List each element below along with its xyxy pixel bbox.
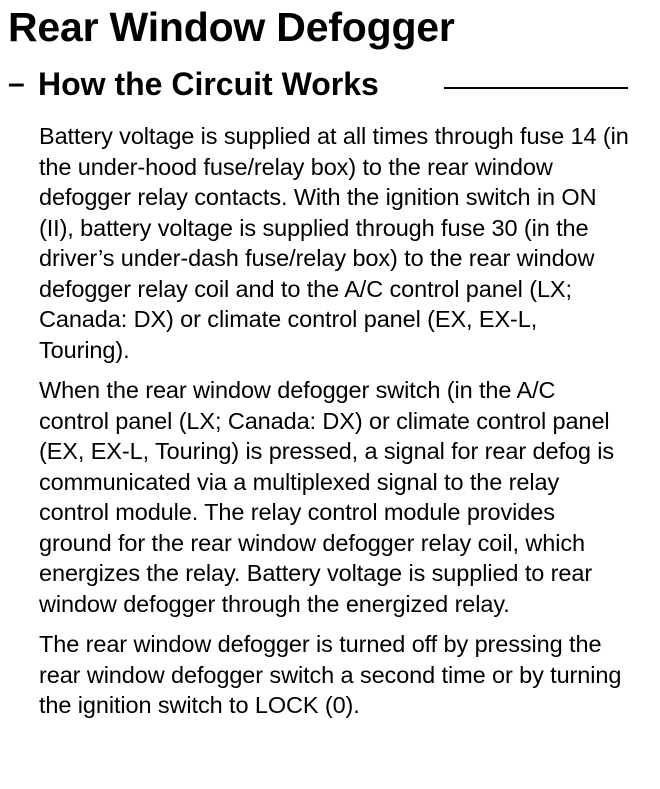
paragraph-2: When the rear window defogger switch (in the A/C control panel (LX; Canada: DX) or climate control panel (EX, EX-L, Touring) is pressed, a signal for rear defog is communicated via a multiplexed signal to the relay control module. The relay control module provides ground for the rear window defogger relay coil, which energizes the relay. Battery voltage is supplied to rear window defogger through the energized relay. bbox=[39, 377, 615, 617]
section-heading-rule bbox=[444, 87, 628, 89]
section-heading-dash: – bbox=[8, 67, 25, 100]
section-heading bbox=[8, 64, 628, 104]
body-text bbox=[39, 121, 629, 731]
paragraph-3: The rear window defogger is turned off by pressing the rear window defogger switch a second time or by turning the ignition switch to LOCK (0). bbox=[39, 631, 622, 718]
paragraph-1: Battery voltage is supplied at all times through fuse 14 (in the under-hood fuse/relay box) to the rear window defogger relay contacts. With the ignition switch in ON (II), battery voltage is supplied through fuse 30 (in the driver’s under-dash fuse/relay box) to the rear window defogger relay coil and to the A/C control panel (LX; Canada: DX) or climate control panel (EX, EX-L, Touring). bbox=[39, 123, 629, 363]
page-title: Rear Window Defogger bbox=[8, 4, 455, 50]
section-heading-text: How the Circuit Works bbox=[38, 66, 379, 102]
